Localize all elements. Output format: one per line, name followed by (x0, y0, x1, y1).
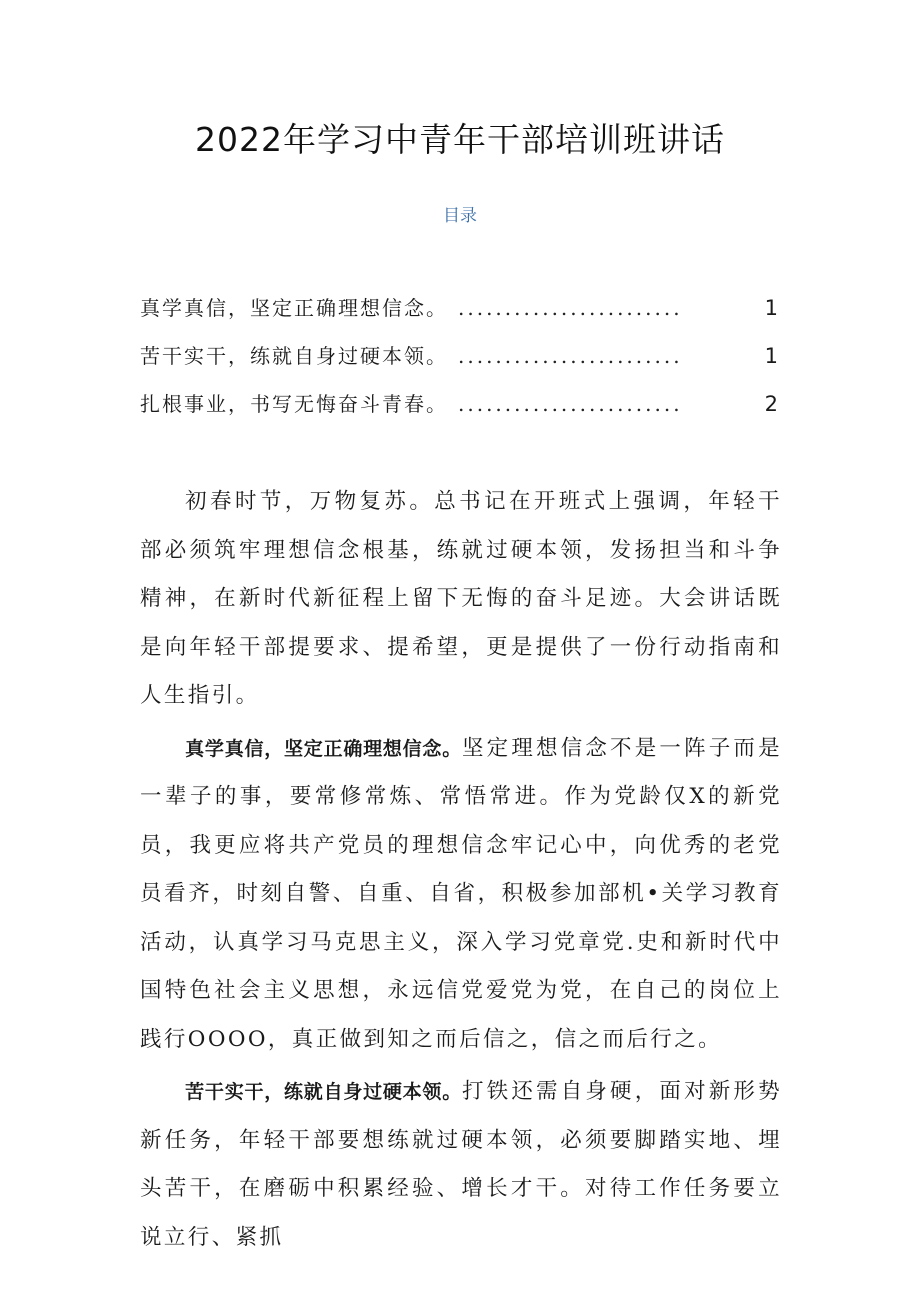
paragraph-text: 打铁还需自身硬，面对新形势新任务，年轻干部要想练就过硬本领，必须要脚踏实地、埋头苦干，在磨砺中积累经验、增长才干。对待工作任务要立说立行、紧抓 (140, 1079, 782, 1250)
toc-entry[interactable] (140, 388, 780, 436)
paragraph-lead-heading: 真学真信，坚定正确理想信念。 (185, 737, 462, 760)
toc-leader-dots: ........................ (458, 344, 683, 368)
toc-page-number: 1 (764, 296, 780, 320)
toc-leader-dots: ........................ (458, 392, 683, 416)
toc-entry-text: 真学真信，坚定正确理想信念。 (140, 296, 448, 320)
toc-leader-dots: ........................ (458, 296, 683, 320)
toc-entry[interactable] (140, 292, 780, 340)
paragraph-lead-heading: 苦干实干，练就自身过硬本领。 (185, 1081, 462, 1103)
toc-page-number: 2 (764, 392, 780, 416)
body-paragraph (140, 478, 782, 721)
toc-entry-text: 扎根事业，书写无悔奋斗青春。 (140, 392, 448, 416)
toc-page-number: 1 (764, 344, 780, 368)
toc-entry[interactable] (140, 340, 780, 388)
body-paragraph (140, 725, 782, 1065)
table-of-contents (140, 292, 780, 436)
body-paragraph (140, 1068, 782, 1262)
toc-heading[interactable]: 目录 (443, 206, 477, 226)
paragraph-text: 初春时节，万物复苏。总书记在开班式上强调，年轻干部必须筑牢理想信念根基，练就过硬本领，发扬担当和斗争精神，在新时代新征程上留下无悔的奋斗足迹。大会讲话既是向年轻干部提要求、提希望，更是提供了一份行动指南和人生指引。 (140, 489, 782, 708)
toc-entry-text: 苦干实干，练就自身过硬本领。 (140, 344, 448, 368)
document-title: 2022年学习中青年干部培训班讲话 (195, 120, 725, 159)
document-body (140, 478, 782, 1262)
paragraph-text: 坚定理想信念不是一阵子而是一辈子的事，要常修常炼、常悟常进。作为党龄仅X的新党员，我更应将共产党员的理想信念牢记心中，向优秀的老党员看齐，时刻自警、自重、自省，积极参加部机•关学习教育活动，认真学习马克思主义，深入学习党章党.史和新时代中国特色社会主义思想，永远信党爱党为党，在自己的岗位上践行OOOO，真正做到知之而后信之，信之而后行之。 (140, 735, 782, 1052)
